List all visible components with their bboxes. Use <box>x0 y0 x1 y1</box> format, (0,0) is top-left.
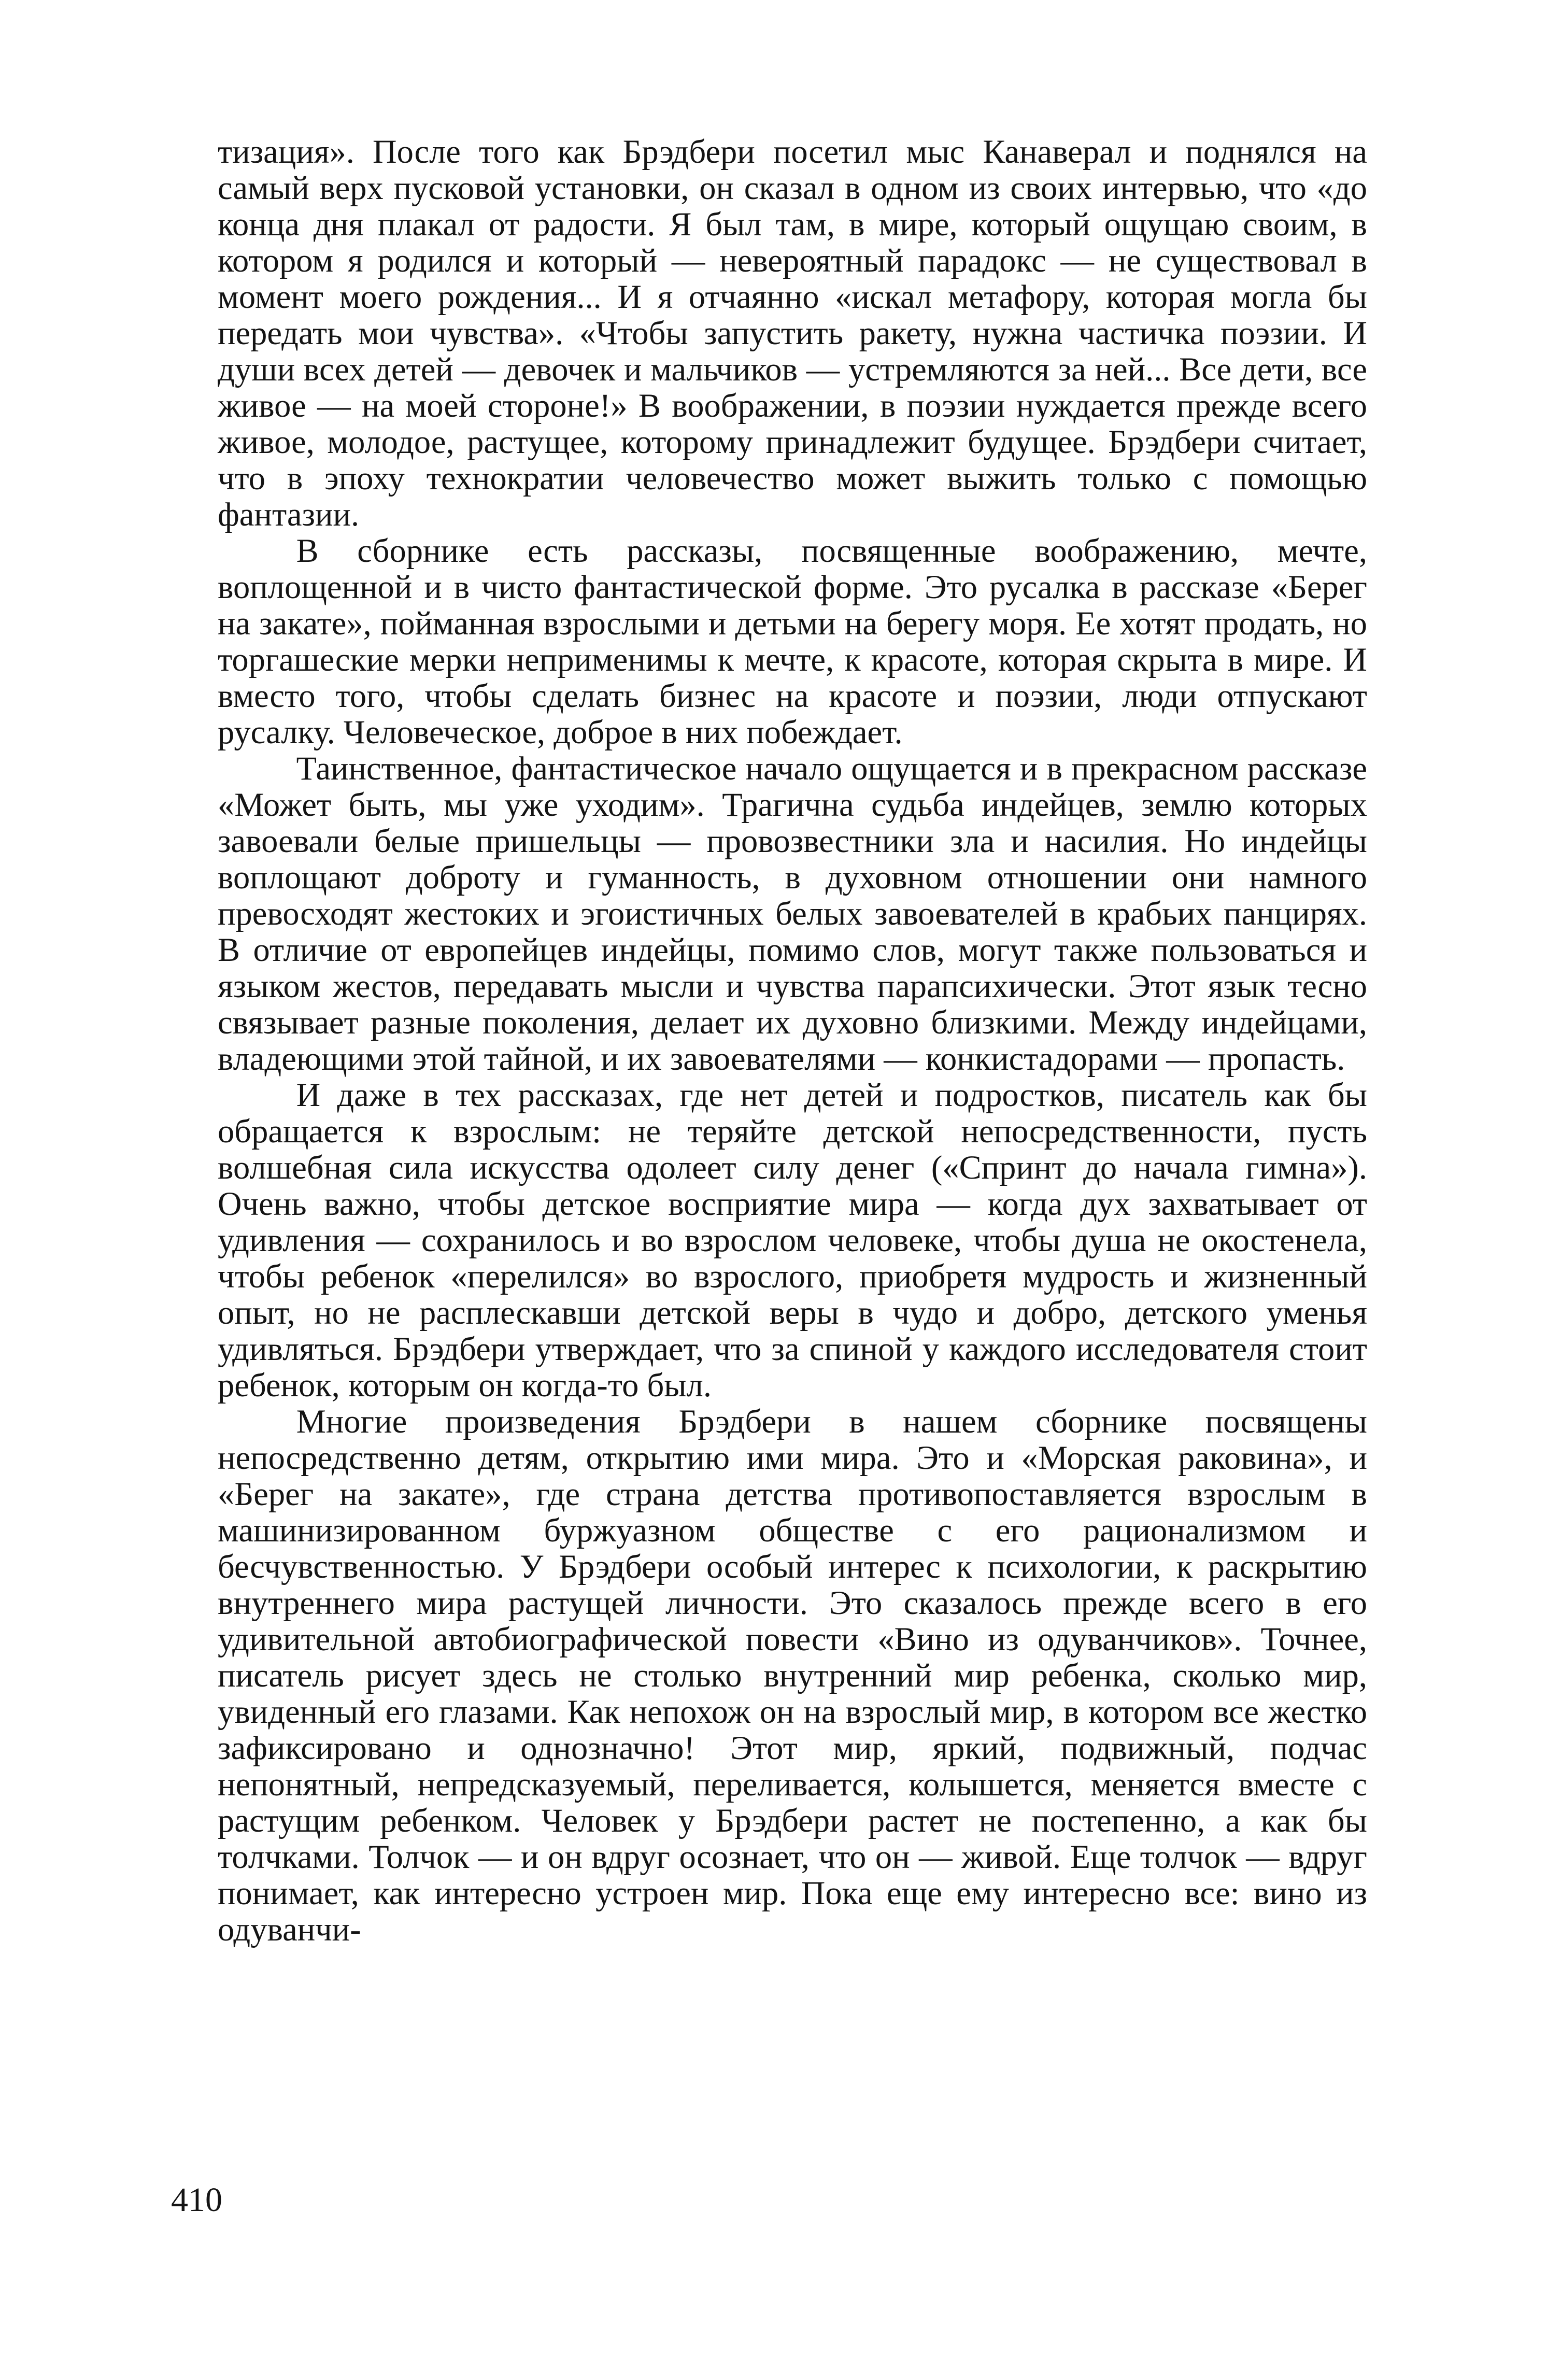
body-text <box>218 134 1367 1948</box>
paragraph-5: Многие произведения Брэдбери в нашем сборнике посвящены непосредственно детям, открытию ими мира. Это и «Морская раковина», и «Берег на закате», где страна детства противопоставляется взрослым в машинизированном буржуазном обществе с его рационализмом и бесчувственностью. У Брэдбери особый интерес к психологии, к раскрытию внутреннего мира растущей личности. Это сказалось прежде всего в его удивительной автобиографической повести «Вино из одуванчиков». Точнее, писатель рисует здесь не столько внутренний мир ребенка, сколько мир, увиденный его глазами. Как непохож он на взрослый мир, в котором все жестко зафиксировано и однозначно! Этот мир, яркий, подвижный, подчас непонятный, непредсказуемый, переливается, колышется, меняется вместе с растущим ребенком. Человек у Брэдбери растет не постепенно, а как бы толчками. Толчок — и он вдруг осознает, что он — живой. Еще толчок — вдруг понимает, как интересно устроен мир. Пока еще ему интересно все: вино из одуванчи- <box>218 1403 1367 1948</box>
paragraph-1: тизация». После того как Брэдбери посетил мыс Канаверал и поднялся на самый верх пусковой установки, он сказал в одном из своих интервью, что «до конца дня плакал от радости. Я был там, в мире, который ощущаю своим, в котором я родился и который — невероятный парадокс — не существовал в момент моего рождения... И я отчаянно «искал метафору, которая могла бы передать мои чувства». «Чтобы запустить ракету, нужна частичка поэзии. И души всех детей — девочек и мальчиков — устремляются за ней... Все дети, все живое — на моей стороне!» В воображении, в поэзии нуждается прежде всего живое, молодое, растущее, которому принадлежит будущее. Брэдбери считает, что в эпоху технократии человечество может выжить только с помощью фантазии. <box>218 133 1367 533</box>
paragraph-4: И даже в тех рассказах, где нет детей и подростков, писатель как бы обращается к взрослым: не теряйте детской непосредственности, пусть волшебная сила искусства одолеет силу денег («Спринт до начала гимна»). Очень важно, чтобы детское восприятие мира — когда дух захватывает от удивления — сохранилось и во взрослом человеке, чтобы душа не окостенела, чтобы ребенок «перелился» во взрослого, приобретя мудрость и жизненный опыт, но не расплескавши детской веры в чудо и добро, детского уменья удивляться. Брэдбери утверждает, что за спиной у каждого исследователя стоит ребенок, которым он когда-то был. <box>218 1076 1367 1404</box>
paragraph-3: Таинственное, фантастическое начало ощущается и в прекрасном рассказе «Может быть, мы уже уходим». Трагична судьба индейцев, землю которых завоевали белые пришельцы — провозвестники зла и насилия. Но индейцы воплощают доброту и гуманность, в духовном отношении они намного превосходят жестоких и эгоистичных белых завоевателей в крабьих панцирях. В отличие от европейцев индейцы, помимо слов, могут также пользоваться и языком жестов, передавать мысли и чувства парапсихически. Этот язык тесно связывает разные поколения, делает их духовно близкими. Между индейцами, владеющими этой тайной, и их завоевателями — конкистадорами — пропасть. <box>218 750 1367 1077</box>
page-number: 410 <box>171 2181 222 2219</box>
book-page <box>218 134 1367 2362</box>
paragraph-2: В сборнике есть рассказы, посвященные воображению, мечте, воплощенной и в чисто фантастической форме. Это русалка в рассказе «Берег на закате», пойманная взрослыми и детьми на берегу моря. Ее хотят продать, но торгашеские мерки неприменимы к мечте, к красоте, которая скрыта в мире. И вместо того, чтобы сделать бизнес на красоте и поэзии, люди отпускают русалку. Человеческое, доброе в них побеждает. <box>218 532 1367 750</box>
